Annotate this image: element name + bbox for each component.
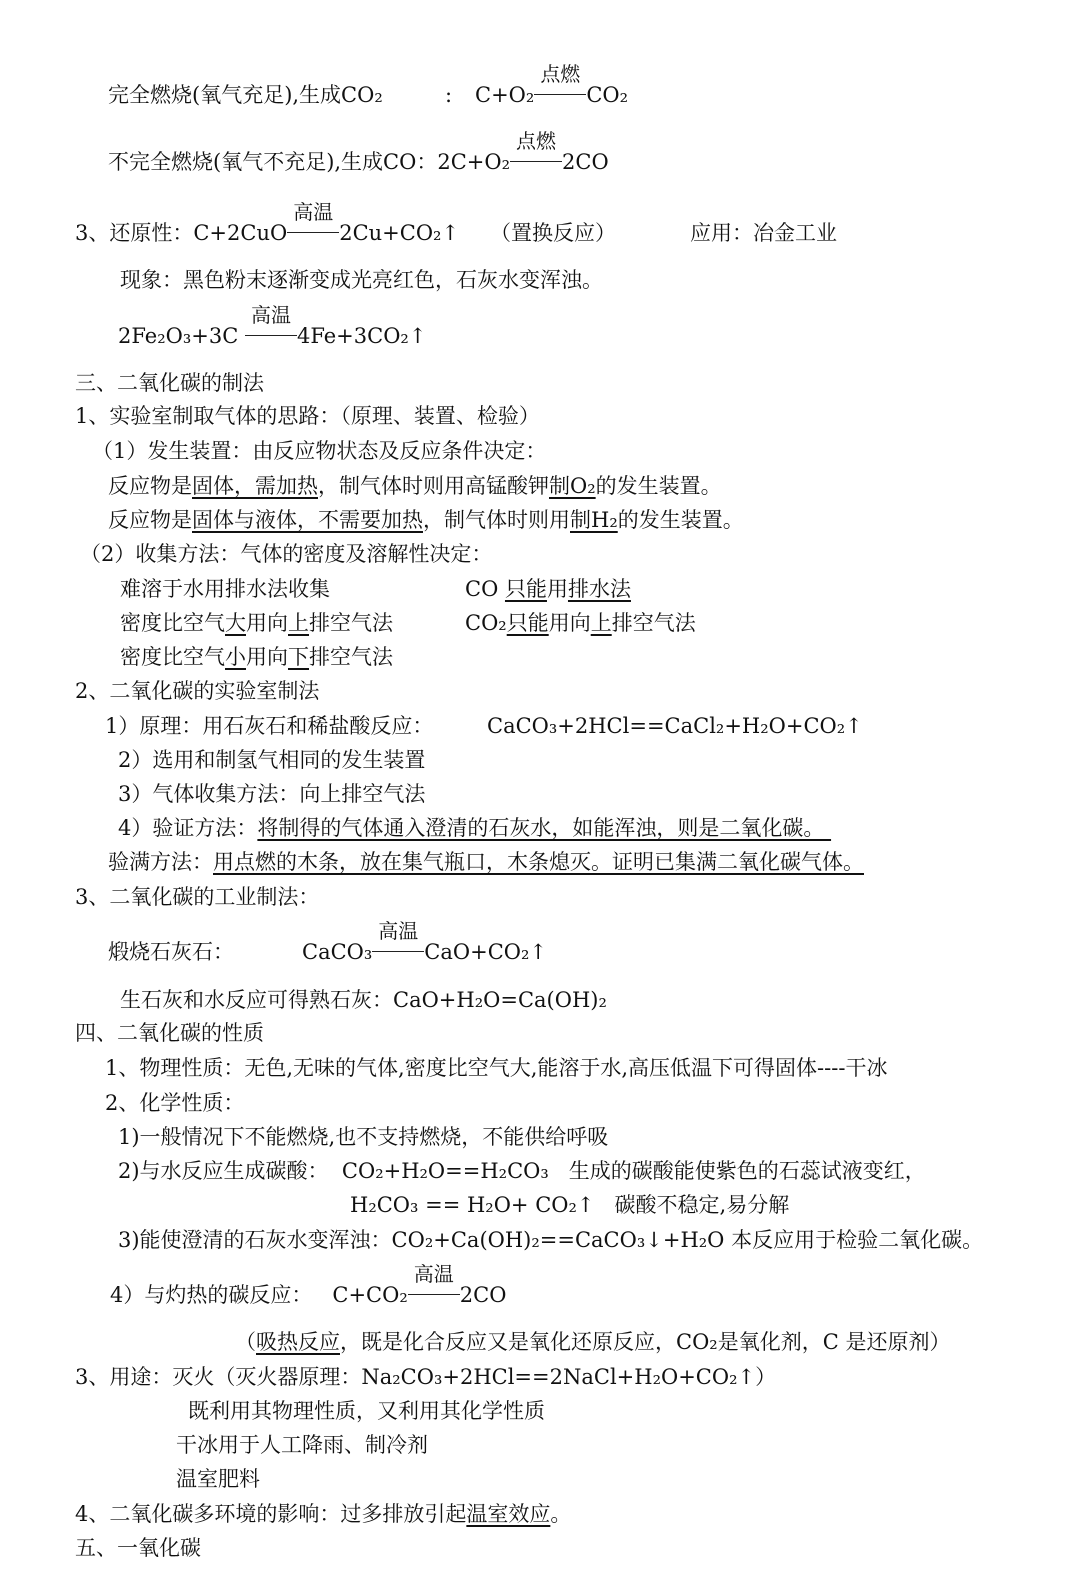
text-segment: 用向 xyxy=(548,611,591,635)
text-segment: 3）气体收集方法：向上排空气法 xyxy=(118,782,426,806)
text-line xyxy=(75,370,264,396)
text-segment: 生石灰和水反应可得熟石灰：CaO+H₂O=Ca(OH)₂ xyxy=(120,988,607,1012)
text-segment: CaCO₃ xyxy=(302,940,373,964)
text-line xyxy=(105,1055,887,1081)
text-line xyxy=(487,713,863,739)
text-segment: （2）收集方法：气体的密度及溶解性决定： xyxy=(80,542,493,566)
text-segment: 应用：冶金工业 xyxy=(690,221,837,245)
underlined-text: 制O₂ xyxy=(549,474,596,498)
text-line xyxy=(80,541,492,567)
reaction-condition-arrow xyxy=(408,1262,460,1308)
text-segment: 3、用途：灭火（灭火器原理：Na₂CO₃+2HCl==2NaCl+H₂O+CO₂↑） xyxy=(75,1365,777,1389)
text-segment: 2）选用和制氢气相同的发生装置 xyxy=(118,748,426,772)
text-line xyxy=(108,849,864,875)
reaction-condition-label: 点燃 xyxy=(540,62,581,86)
text-segment: 4）与灼热的碳反应： C+CO₂ xyxy=(110,1283,408,1307)
text-segment: 用向 xyxy=(246,645,288,669)
text-segment: 2CO xyxy=(562,150,609,174)
underlined-text: 只能 xyxy=(504,577,547,601)
text-segment: 煅烧石灰石： xyxy=(108,940,234,964)
text-segment: 排空气法 xyxy=(611,611,696,635)
reaction-condition-arrow xyxy=(510,129,562,175)
text-line xyxy=(120,576,330,602)
text-segment: 2Fe₂O₃+3C xyxy=(118,324,245,348)
reaction-line xyxy=(510,161,562,162)
text-line xyxy=(176,1432,428,1458)
text-segment: 3)能使澄清的石灰水变浑浊：CO₂+Ca(OH)₂==CaCO₃↓+H₂O 本反应用于检验二氧化碳。 xyxy=(118,1228,984,1252)
text-line xyxy=(118,781,425,807)
text-segment: ，制气体时则用 xyxy=(423,508,570,532)
text-line xyxy=(120,644,393,670)
text-segment: ，既是化合反应又是氧化还原反应，CO₂是氧化剂，C 是还原剂） xyxy=(340,1330,951,1354)
text-line xyxy=(75,1501,571,1527)
text-segment: 反应物是 xyxy=(108,474,192,498)
underlined-text: 制H₂ xyxy=(570,508,618,532)
text-segment: CO₂ xyxy=(465,611,507,635)
text-line xyxy=(120,610,393,636)
underlined-text: 下 xyxy=(288,645,309,669)
reaction-condition-label: 高温 xyxy=(293,200,334,224)
reaction-condition-arrow xyxy=(287,200,339,246)
text-segment: 2Cu+CO₂↑ xyxy=(339,221,460,245)
underlined-text: 上 xyxy=(590,611,612,635)
text-segment: CaCO₃+2HCl==CaCl₂+H₂O+CO₂↑ xyxy=(487,714,863,738)
text-line xyxy=(75,200,460,246)
text-segment: C+O₂ xyxy=(475,83,535,107)
text-line xyxy=(110,1262,507,1308)
text-segment: 1、实验室制取气体的思路：（原理、装置、检验） xyxy=(75,404,540,428)
underlined-text: 将制得的气体通入澄清的石灰水，如能浑浊，则是二氧化碳。 xyxy=(257,816,832,840)
text-segment: 既利用其物理性质，又利用其化学性质 xyxy=(188,1399,545,1423)
text-line xyxy=(108,82,383,108)
text-segment: 1、物理性质：无色,无味的气体,密度比空气大,能溶于水,高压低温下可得固体----干冰 xyxy=(105,1056,888,1080)
underlined-text: 排水法 xyxy=(567,577,631,601)
text-line xyxy=(120,987,607,1013)
reaction-condition-label: 点燃 xyxy=(516,129,557,153)
text-line xyxy=(75,678,319,704)
text-segment: 2、二氧化碳的实验室制法 xyxy=(75,679,320,703)
text-line xyxy=(108,129,609,175)
text-line xyxy=(465,610,696,636)
text-segment: 2)与水反应生成碳酸： CO₂+H₂O==H₂CO₃ 生成的碳酸能使紫色的石蕊试液变红， xyxy=(118,1159,926,1183)
text-segment: ，制气体时则用高锰酸钾 xyxy=(318,474,549,498)
reaction-condition-arrow xyxy=(534,62,586,108)
text-line xyxy=(108,939,234,965)
text-line xyxy=(350,1192,789,1218)
text-line xyxy=(118,1227,983,1253)
text-line xyxy=(490,220,616,246)
text-segment: : xyxy=(445,83,453,107)
text-segment: 四、二氧化碳的性质 xyxy=(75,1021,264,1045)
text-segment: 的发生装置。 xyxy=(617,508,744,532)
reaction-condition-label: 高温 xyxy=(250,303,291,327)
text-segment: 排空气法 xyxy=(309,645,393,669)
text-line xyxy=(108,473,722,499)
reaction-condition-label: 高温 xyxy=(378,919,419,943)
text-line xyxy=(105,1090,244,1116)
reaction-condition-arrow xyxy=(372,919,424,965)
text-segment: 温室肥料 xyxy=(176,1467,260,1491)
text-segment: 五、一氧化碳 xyxy=(75,1536,201,1560)
text-segment: 4）验证方法： xyxy=(118,816,258,840)
text-segment: CO₂ xyxy=(586,83,629,107)
text-line xyxy=(92,438,546,464)
text-line xyxy=(118,1158,926,1184)
text-line xyxy=(75,1364,776,1390)
text-segment: 干冰用于人工降雨、制冷剂 xyxy=(176,1433,428,1457)
text-segment: 反应物是 xyxy=(108,508,192,532)
text-segment: 3、还原性：C+2CuO xyxy=(75,221,288,245)
text-line xyxy=(465,576,631,602)
text-segment: 1)一般情况下不能燃烧,也不支持燃烧，不能供给呼吸 xyxy=(118,1125,609,1149)
text-segment: 完全燃烧(氧气充足),生成CO₂ xyxy=(108,83,383,107)
text-segment: （ xyxy=(235,1330,256,1354)
reaction-line xyxy=(287,232,339,233)
text-segment: 难溶于水用排水法收集 xyxy=(120,577,330,601)
text-segment: 3、二氧化碳的工业制法： xyxy=(75,885,320,909)
text-line xyxy=(75,403,540,429)
text-segment: CO xyxy=(465,577,505,601)
text-line xyxy=(105,713,433,739)
text-segment: 2CO xyxy=(459,1283,507,1307)
underlined-text: 小 xyxy=(225,645,246,669)
text-segment: 排空气法 xyxy=(309,611,393,635)
text-segment: 用向 xyxy=(246,611,288,635)
text-line xyxy=(118,747,425,773)
text-segment: 用 xyxy=(546,577,568,601)
text-segment: 4Fe+3CO₂↑ xyxy=(296,324,427,348)
underlined-text: 只能 xyxy=(506,611,549,635)
text-line xyxy=(188,1398,545,1424)
text-line xyxy=(445,82,452,108)
underlined-text: 固体与液体，不需要加热 xyxy=(192,508,423,532)
underlined-text: 上 xyxy=(288,611,309,635)
text-segment: 1）原理：用石灰石和稀盐酸反应： xyxy=(105,714,434,738)
text-line xyxy=(75,1020,264,1046)
text-line xyxy=(118,303,427,349)
text-line xyxy=(120,267,603,293)
text-segment: 密度比空气 xyxy=(120,611,225,635)
reaction-line xyxy=(245,335,297,336)
text-segment: 三、二氧化碳的制法 xyxy=(75,371,264,395)
reaction-condition-arrow xyxy=(245,303,297,349)
text-line xyxy=(75,1535,201,1561)
text-segment: H₂CO₃ == H₂O+ CO₂↑ 碳酸不稳定,易分解 xyxy=(350,1193,790,1217)
underlined-text: 温室效应 xyxy=(466,1502,551,1526)
text-segment: 不完全燃烧(氧气不充足),生成CO：2C+O₂ xyxy=(108,150,511,174)
underlined-text: 大 xyxy=(225,611,246,635)
text-segment: 4、二氧化碳多环境的影响：过多排放引起 xyxy=(75,1502,467,1526)
text-line xyxy=(108,507,744,533)
text-line xyxy=(118,815,831,841)
underlined-text: 用点燃的木条，放在集气瓶口，木条熄灭。证明已集满二氧化碳气体。 xyxy=(213,850,864,874)
text-line xyxy=(118,1124,608,1150)
text-segment: （置换反应） xyxy=(490,221,616,245)
reaction-line xyxy=(408,1294,460,1295)
text-line xyxy=(302,919,547,965)
underlined-text: 吸热反应 xyxy=(256,1330,340,1354)
text-line xyxy=(690,220,837,246)
text-line xyxy=(235,1329,950,1355)
text-line xyxy=(475,62,629,108)
text-segment: 验满方法： xyxy=(108,850,213,874)
text-segment: 密度比空气 xyxy=(120,645,225,669)
text-segment: 现象：黑色粉末逐渐变成光亮红色，石灰水变浑浊。 xyxy=(120,268,603,292)
text-segment: CaO+CO₂↑ xyxy=(424,940,547,964)
text-segment: （1）发生装置：由反应物状态及反应条件决定： xyxy=(92,439,547,463)
reaction-condition-label: 高温 xyxy=(413,1262,454,1286)
reaction-line xyxy=(534,94,586,95)
text-segment: 的发生装置。 xyxy=(595,474,722,498)
text-line xyxy=(176,1466,260,1492)
text-segment: 。 xyxy=(550,1502,572,1526)
underlined-text: 固体，需加热 xyxy=(192,474,318,498)
reaction-line xyxy=(372,951,424,952)
text-line xyxy=(75,884,319,910)
text-segment: 2、化学性质： xyxy=(105,1091,245,1115)
